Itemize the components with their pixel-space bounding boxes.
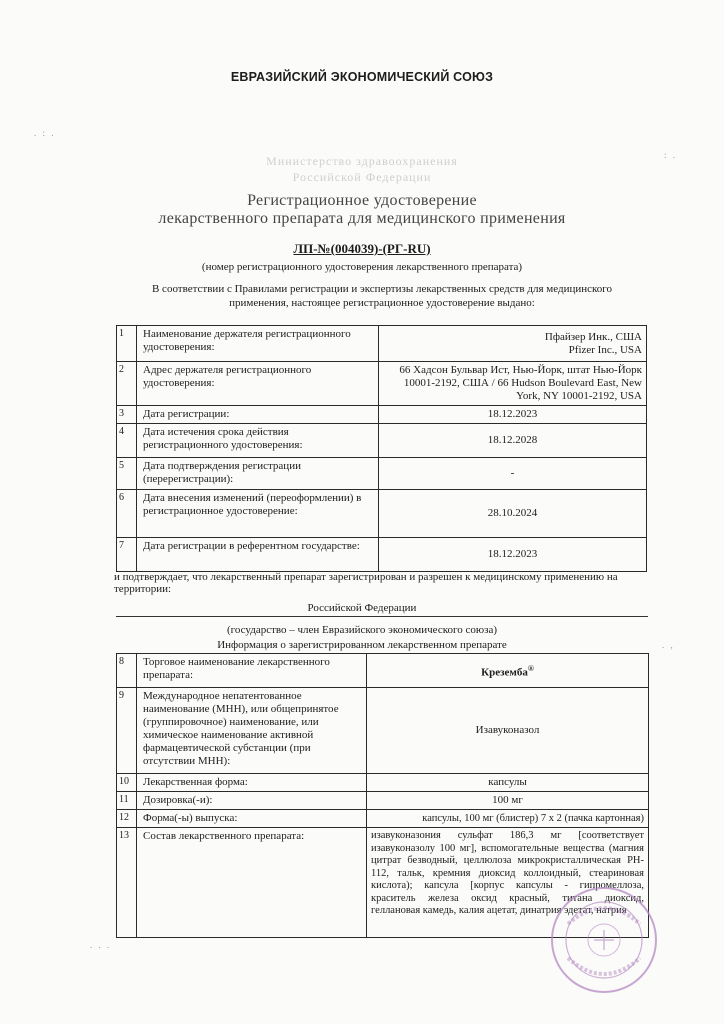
table-row xyxy=(117,406,647,424)
row-number: 1 xyxy=(117,326,137,362)
field-value: Пфайзер Инк., США Pfizer Inc., USA xyxy=(379,326,647,362)
field-value: изавуконазония сульфат 186,3 мг [соответствует изавуконазолу 100 мг], вспомогательные вещества (магния цитрат безводный, целлюлоза микрокристаллическая PH-112, тальк, кремния диоксид коллоидный, стеариновая кислота); капсула [корпус капсулы - гипромеллоза, краситель железа оксид красный, титана диоксид, геллановая камедь, калия ацетат, динатрия эдетат, натрия xyxy=(367,828,649,938)
document-title: Регистрационное удостоверение xyxy=(247,192,477,209)
scan-noise: . , xyxy=(662,640,675,650)
field-value: Изавуконазол xyxy=(367,688,649,774)
field-value: - xyxy=(379,458,647,490)
field-value: 18.12.2028 xyxy=(379,424,647,458)
confirmation-text: и подтверждает, что лекарственный препарат зарегистрирован и разрешен к медицинскому применению на территории: xyxy=(114,571,618,595)
country-caption: (государство – член Евразийского экономического союза) xyxy=(227,624,497,636)
registration-number-caption: (номер регистрационного удостоверения лекарственного препарата) xyxy=(201,261,523,273)
field-label: Дозировка(-и): xyxy=(137,792,367,810)
field-value: 66 Хадсон Бульвар Ист, Нью-Йорк, штат Нью-Йорк 10001-2192, США / 66 Hudson Boulevard East, New York, NY 10001-2192, USA xyxy=(379,362,647,406)
field-value: 18.12.2023 xyxy=(379,406,647,424)
union-header: ЕВРАЗИЙСКИЙ ЭКОНОМИЧЕСКИЙ СОЮЗ xyxy=(230,70,494,84)
table-row xyxy=(117,538,647,572)
registered-mark: ® xyxy=(527,663,534,673)
row-number: 13 xyxy=(117,828,137,938)
field-label: Дата подтверждения регистрации (перерегистрации): xyxy=(137,458,379,490)
field-label: Дата регистрации: xyxy=(137,406,379,424)
field-value xyxy=(367,654,649,688)
field-label: Состав лекарственного препарата: xyxy=(137,828,367,938)
row-number: 3 xyxy=(117,406,137,424)
scan-noise: . : . xyxy=(34,128,56,138)
row-number: 5 xyxy=(117,458,137,490)
country-underline xyxy=(116,616,648,617)
row-number: 8 xyxy=(117,654,137,688)
row-number: 9 xyxy=(117,688,137,774)
field-label: Адрес держателя регистрационного удостоверения: xyxy=(137,362,379,406)
trade-name: Креземба xyxy=(481,666,528,679)
row-number: 10 xyxy=(117,774,137,792)
document-subtitle: лекарственного препарата для медицинского применения xyxy=(158,210,566,227)
intro-paragraph: В соответствии с Правилами регистрации и экспертизы лекарственных средств для медицинского применения, настоящее регистрационное удостоверение выдано: xyxy=(151,283,613,309)
field-value: капсулы xyxy=(367,774,649,792)
drug-info-heading: Информация о зарегистрированном лекарственном препарате xyxy=(217,639,507,651)
scan-noise: : . xyxy=(664,150,678,160)
field-label: Дата внесения изменений (переоформлении) в регистрационное удостоверение: xyxy=(137,490,379,538)
field-label: Наименование держателя регистрационного удостоверения: xyxy=(137,326,379,362)
ministry-faded-line-2: Российской Федерации xyxy=(292,170,432,184)
row-number: 6 xyxy=(117,490,137,538)
table-row xyxy=(117,458,647,490)
registration-number: ЛП-№(004039)-(РГ-RU) xyxy=(293,241,431,256)
field-label: Дата истечения срока действия регистрационного удостоверения: xyxy=(137,424,379,458)
row-number: 11 xyxy=(117,792,137,810)
field-label: Форма(-ы) выпуска: xyxy=(137,810,367,828)
table-row xyxy=(117,326,647,362)
table-row xyxy=(117,424,647,458)
table-row xyxy=(117,362,647,406)
field-value: 100 мг xyxy=(367,792,649,810)
registration-table xyxy=(116,325,647,572)
field-value: 18.12.2023 xyxy=(379,538,647,572)
table-row xyxy=(117,688,649,774)
scan-noise: . . . xyxy=(90,940,112,950)
field-value: 28.10.2024 xyxy=(379,490,647,538)
table-row xyxy=(117,654,649,688)
table-row xyxy=(117,792,649,810)
field-value: капсулы, 100 мг (блистер) 7 x 2 (пачка картонная) xyxy=(367,810,649,828)
country-name: Российской Федерации xyxy=(307,602,417,614)
field-label: Международное непатентованное наименование (МНН), или общепринятое (группировочное) наименование, или химическое наименование активной фармацевтической субстанции (при отсутствии МНН): xyxy=(137,688,367,774)
field-label: Лекарственная форма: xyxy=(137,774,367,792)
table-row xyxy=(117,810,649,828)
row-number: 7 xyxy=(117,538,137,572)
row-number: 4 xyxy=(117,424,137,458)
row-number: 12 xyxy=(117,810,137,828)
table-row xyxy=(117,490,647,538)
row-number: 2 xyxy=(117,362,137,406)
field-label: Торговое наименование лекарственного препарата: xyxy=(137,654,367,688)
ministry-faded-line: Министерство здравоохранения xyxy=(266,154,458,168)
field-label: Дата регистрации в референтном государстве: xyxy=(137,538,379,572)
table-row xyxy=(117,774,649,792)
official-seal xyxy=(548,884,660,996)
